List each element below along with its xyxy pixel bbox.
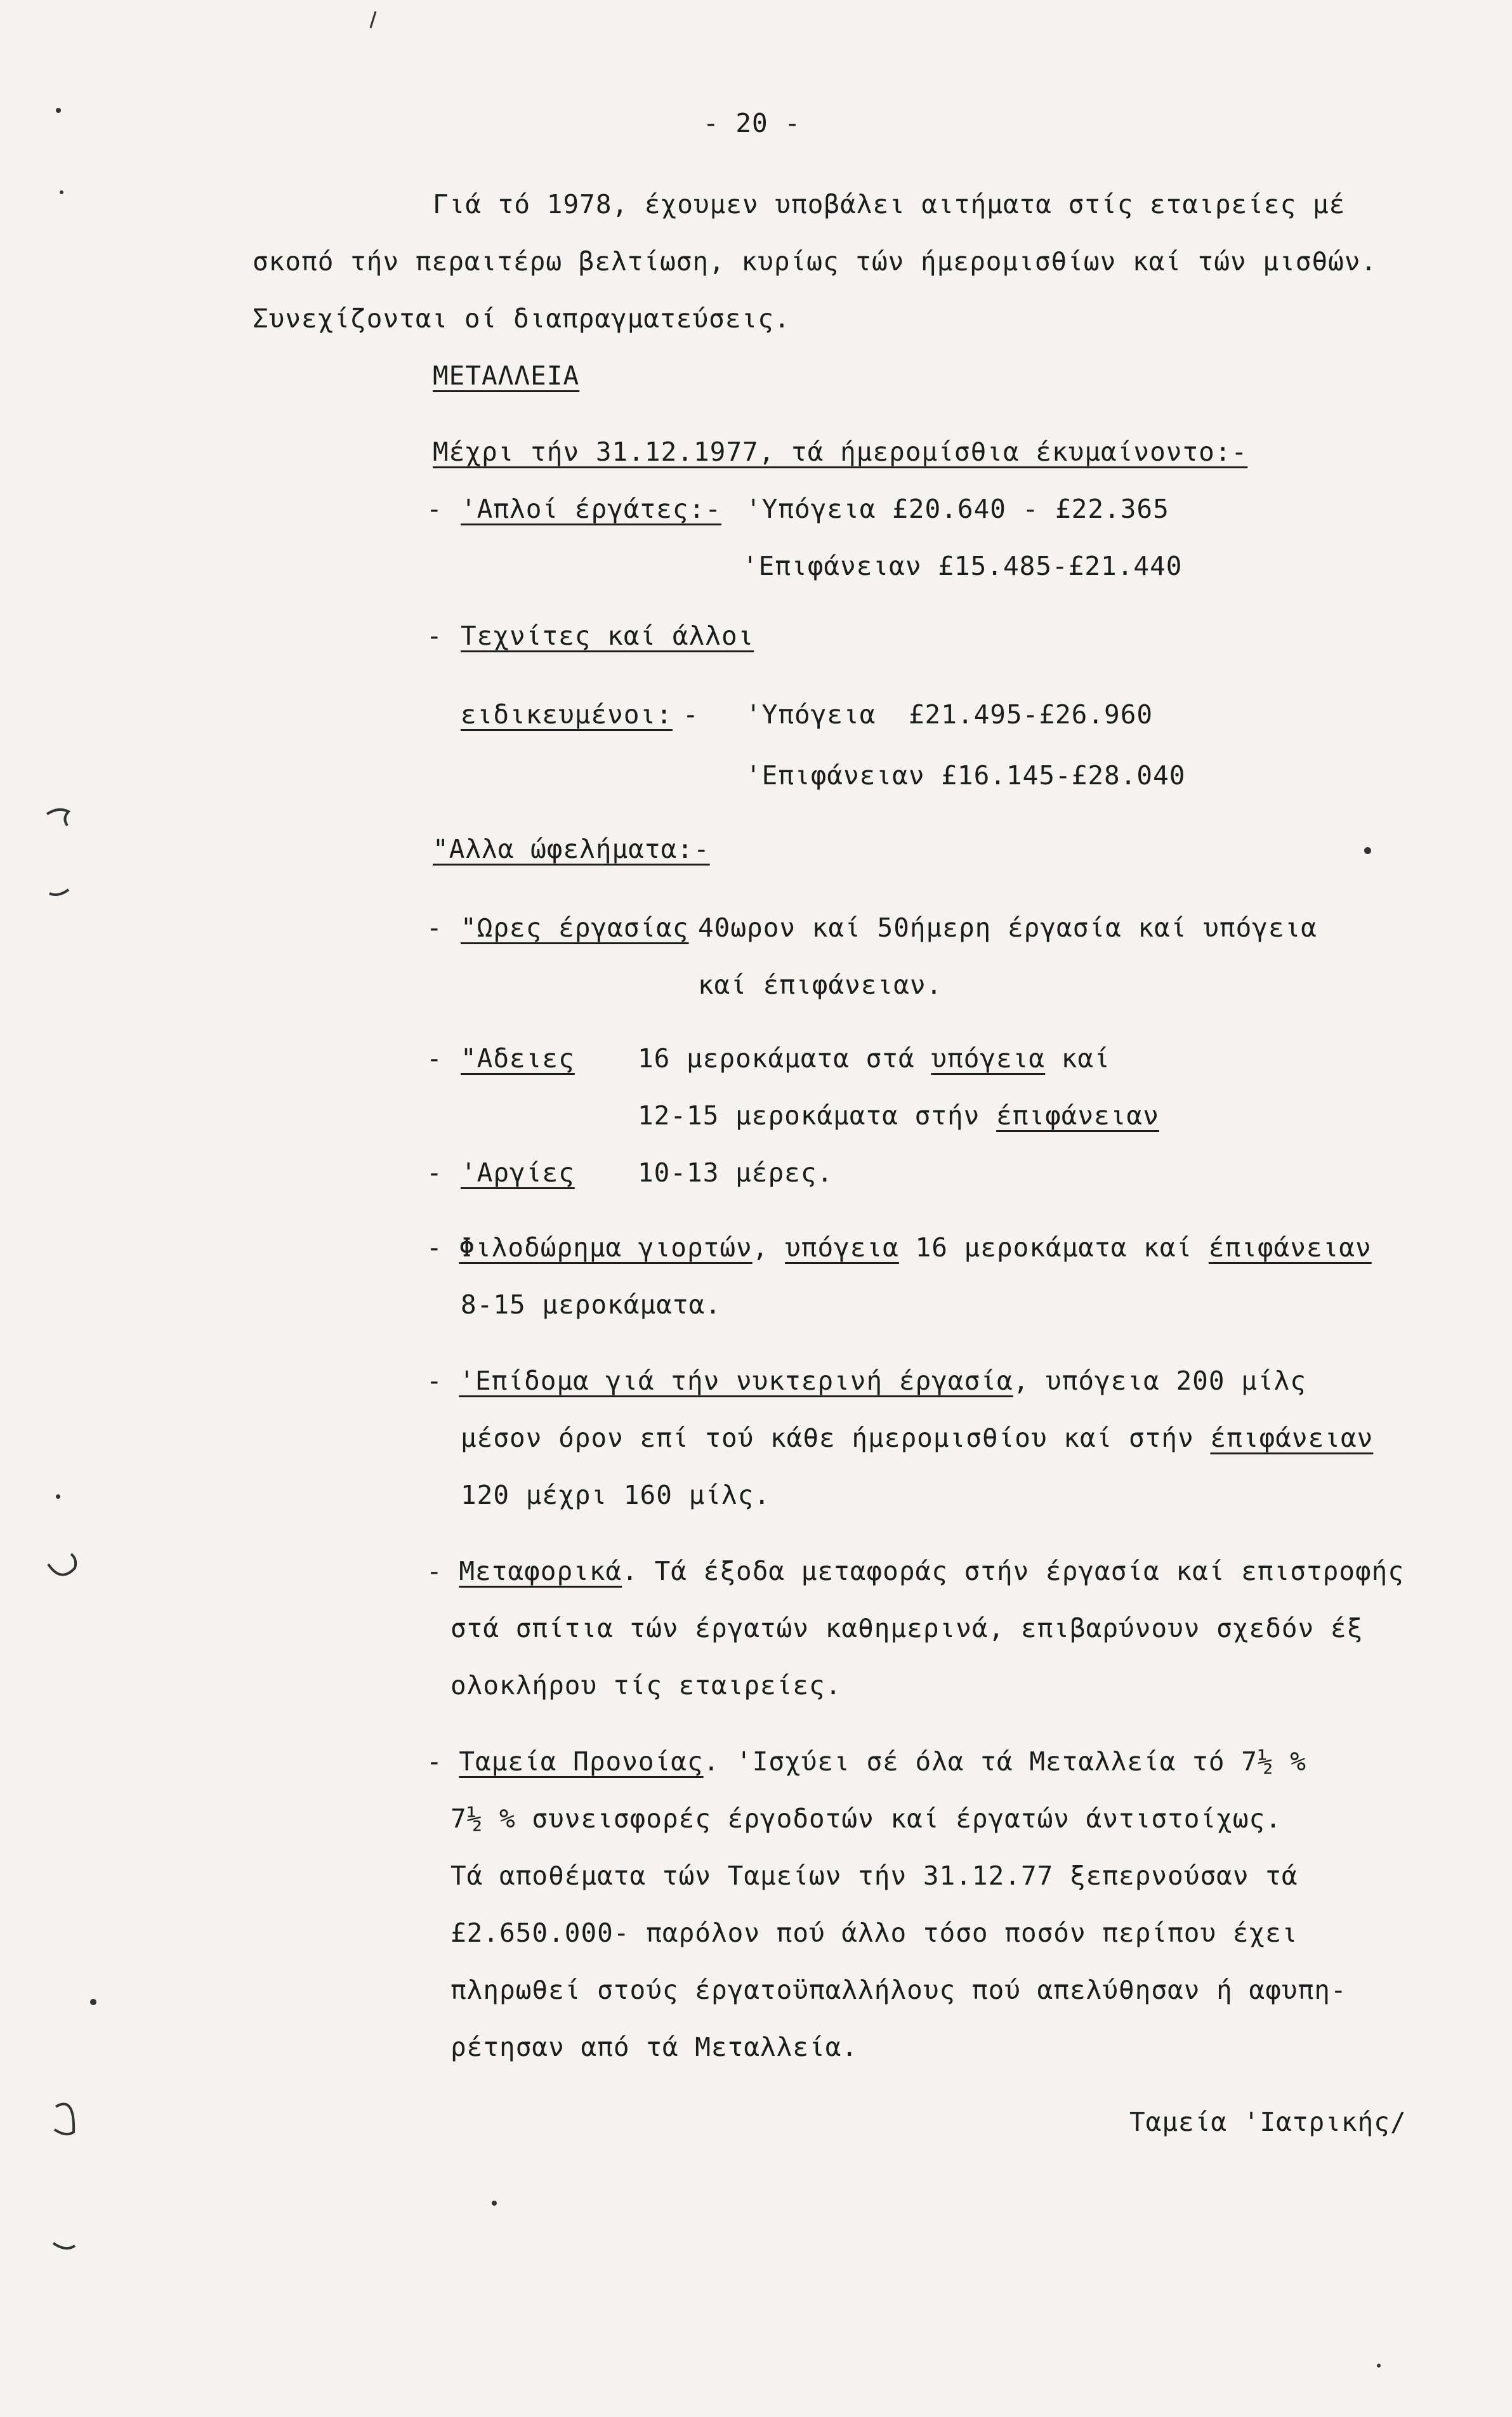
festive-bonus-line-2: 8-15 μεροκάματα. xyxy=(461,1289,721,1320)
leave-label: "Αδειες xyxy=(461,1043,575,1074)
intro-line-3: Συνεχίζονται οί διαπραγματεύσεις. xyxy=(253,303,791,334)
transport-line-2: στά σπίτια τών έργατών καθημερινά, επιβαρύνουν σχεδόν έξ xyxy=(450,1613,1364,1643)
provident-dash: - xyxy=(426,1746,443,1777)
leave-dash: - xyxy=(426,1043,443,1074)
leave-text-1b: καί xyxy=(1045,1043,1110,1074)
provident-text-1: . 'Ισχύει σέ όλα τά Μεταλλεία τό 7½ % xyxy=(703,1746,1306,1777)
night-allowance-line-2 xyxy=(461,1421,1373,1454)
transport-line-1 xyxy=(426,1555,1404,1588)
night-allowance-text-2a: μέσον όρον επί τού κάθε ήμερομισθίου καί στήν xyxy=(461,1423,1211,1453)
technicians-surface: 'Επιφάνειαν £16.145-£28.040 xyxy=(746,760,1186,791)
hours-text-1: 40ωρον καί 50ήμερη έργασία καί υπόγεια xyxy=(698,912,1317,943)
scan-speck xyxy=(1377,2364,1381,2368)
night-allowance-label: 'Επίδομα γιά τήν νυκτερινή έργασία xyxy=(459,1366,1013,1396)
catchword: Ταμεία 'Ιατρικής/ xyxy=(1129,2107,1407,2137)
binding-mark xyxy=(48,1554,76,1575)
technicians-dash-2: - xyxy=(683,699,699,730)
binding-mark xyxy=(53,2243,75,2248)
festive-bonus-dash: - xyxy=(426,1232,443,1263)
technicians-label-1: Τεχνίτες καί άλλοι xyxy=(461,621,754,651)
simple-workers-underground: 'Υπόγεια £20.640 - £22.365 xyxy=(746,494,1169,524)
transport-dash: - xyxy=(426,1556,443,1586)
festive-bonus-text-a: 16 μεροκάματα καί xyxy=(898,1232,1209,1263)
festive-bonus-underground: υπόγεια xyxy=(785,1232,899,1263)
scan-speck xyxy=(1364,847,1371,854)
scan-speck xyxy=(492,2201,497,2206)
page-number: - 20 - xyxy=(703,108,801,138)
night-allowance-dash: - xyxy=(426,1366,443,1396)
section-heading: ΜΕΤΑΛΛΕΙΑ xyxy=(433,360,580,391)
leave-text-2a: 12-15 μεροκάματα στήν xyxy=(638,1100,997,1131)
hours-dash: - xyxy=(426,912,443,943)
binding-mark xyxy=(47,810,69,826)
holidays-dash: - xyxy=(426,1157,443,1188)
hours-text-2: καί έπιφάνειαν. xyxy=(698,970,943,1000)
scan-speck xyxy=(90,1999,96,2005)
transport-text-1: . Τά έξοδα μεταφοράς στήν έργασία καί επιστροφής xyxy=(622,1556,1405,1586)
provident-line-5: πληρωθεί στούς έργατοϋπαλλήλους πού απελύθησαν ή αφυπη- xyxy=(450,1975,1347,2005)
simple-workers-surface: 'Επιφάνειαν £15.485-£21.440 xyxy=(742,551,1183,581)
festive-bonus-sep: , xyxy=(752,1232,786,1263)
binding-mark xyxy=(49,890,69,895)
provident-line-3: Τά αποθέματα τών Ταμείων τήν 31.12.77 ξεπερνούσαν τά xyxy=(450,1860,1298,1891)
provident-label: Ταμεία Προνοίας xyxy=(459,1746,704,1777)
scan-speck xyxy=(56,108,61,113)
holidays-text: 10-13 μέρες. xyxy=(638,1157,834,1188)
provident-line-4: £2.650.000- παρόλον πού άλλο τόσο ποσόν περίπου έχει xyxy=(450,1918,1298,1948)
binding-mark xyxy=(55,2104,74,2134)
leave-underground: υπόγεια xyxy=(931,1043,1046,1074)
provident-line-1 xyxy=(426,1745,1306,1778)
benefits-heading: "Αλλα ώφελήματα:- xyxy=(433,834,710,864)
technicians-label-2: ειδικευμένοι: xyxy=(461,699,673,730)
hours-label: "Ωρες έργασίας xyxy=(461,912,689,943)
intro-line-1: Γιά τό 1978, έχουμεν υποβάλει αιτήματα στίς εταιρείες μέ xyxy=(433,189,1346,220)
festive-bonus-surface: έπιφάνειαν xyxy=(1208,1232,1372,1263)
simple-workers-label: 'Απλοί έργάτες:- xyxy=(461,494,721,524)
leave-text-2 xyxy=(638,1099,1159,1132)
night-allowance-line-1 xyxy=(426,1364,1306,1397)
leave-text-1a: 16 μεροκάματα στά xyxy=(638,1043,931,1074)
technicians-underground: 'Υπόγεια £21.495-£26.960 xyxy=(746,699,1154,730)
wages-intro: Μέχρι τήν 31.12.1977, τά ήμερομίσθια έκυμαίνοντο:- xyxy=(433,437,1248,467)
transport-label: Μεταφορικά xyxy=(459,1556,622,1586)
transport-line-3: ολοκλήρου τίς εταιρείες. xyxy=(450,1670,842,1701)
binding-mark xyxy=(371,11,376,28)
simple-workers-dash: - xyxy=(426,494,443,524)
night-allowance-surface: έπιφάνειαν xyxy=(1210,1423,1374,1453)
night-allowance-line-3: 120 μέχρι 160 μίλς. xyxy=(461,1480,770,1510)
intro-line-2: σκοπό τήν περαιτέρω βελτίωση, κυρίως τών ήμερομισθίων καί τών μισθών. xyxy=(253,246,1377,277)
provident-line-6: ρέτησαν από τά Μεταλλεία. xyxy=(450,2032,858,2062)
leave-surface: έπιφάνειαν xyxy=(996,1100,1159,1131)
festive-bonus-line-1 xyxy=(426,1231,1372,1264)
provident-line-2: 7½ % συνεισφορές έργοδοτών καί έργατών άντιστοίχως. xyxy=(450,1803,1282,1834)
scan-speck xyxy=(60,190,63,194)
night-allowance-text-1: , υπόγεια 200 μίλς xyxy=(1013,1366,1306,1396)
technicians-dash: - xyxy=(426,621,443,651)
festive-bonus-label: Φιλοδώρημα γιορτών xyxy=(459,1232,753,1263)
scan-speck xyxy=(56,1494,60,1499)
leave-text-1 xyxy=(638,1042,1110,1075)
holidays-label: 'Αργίες xyxy=(461,1157,575,1188)
